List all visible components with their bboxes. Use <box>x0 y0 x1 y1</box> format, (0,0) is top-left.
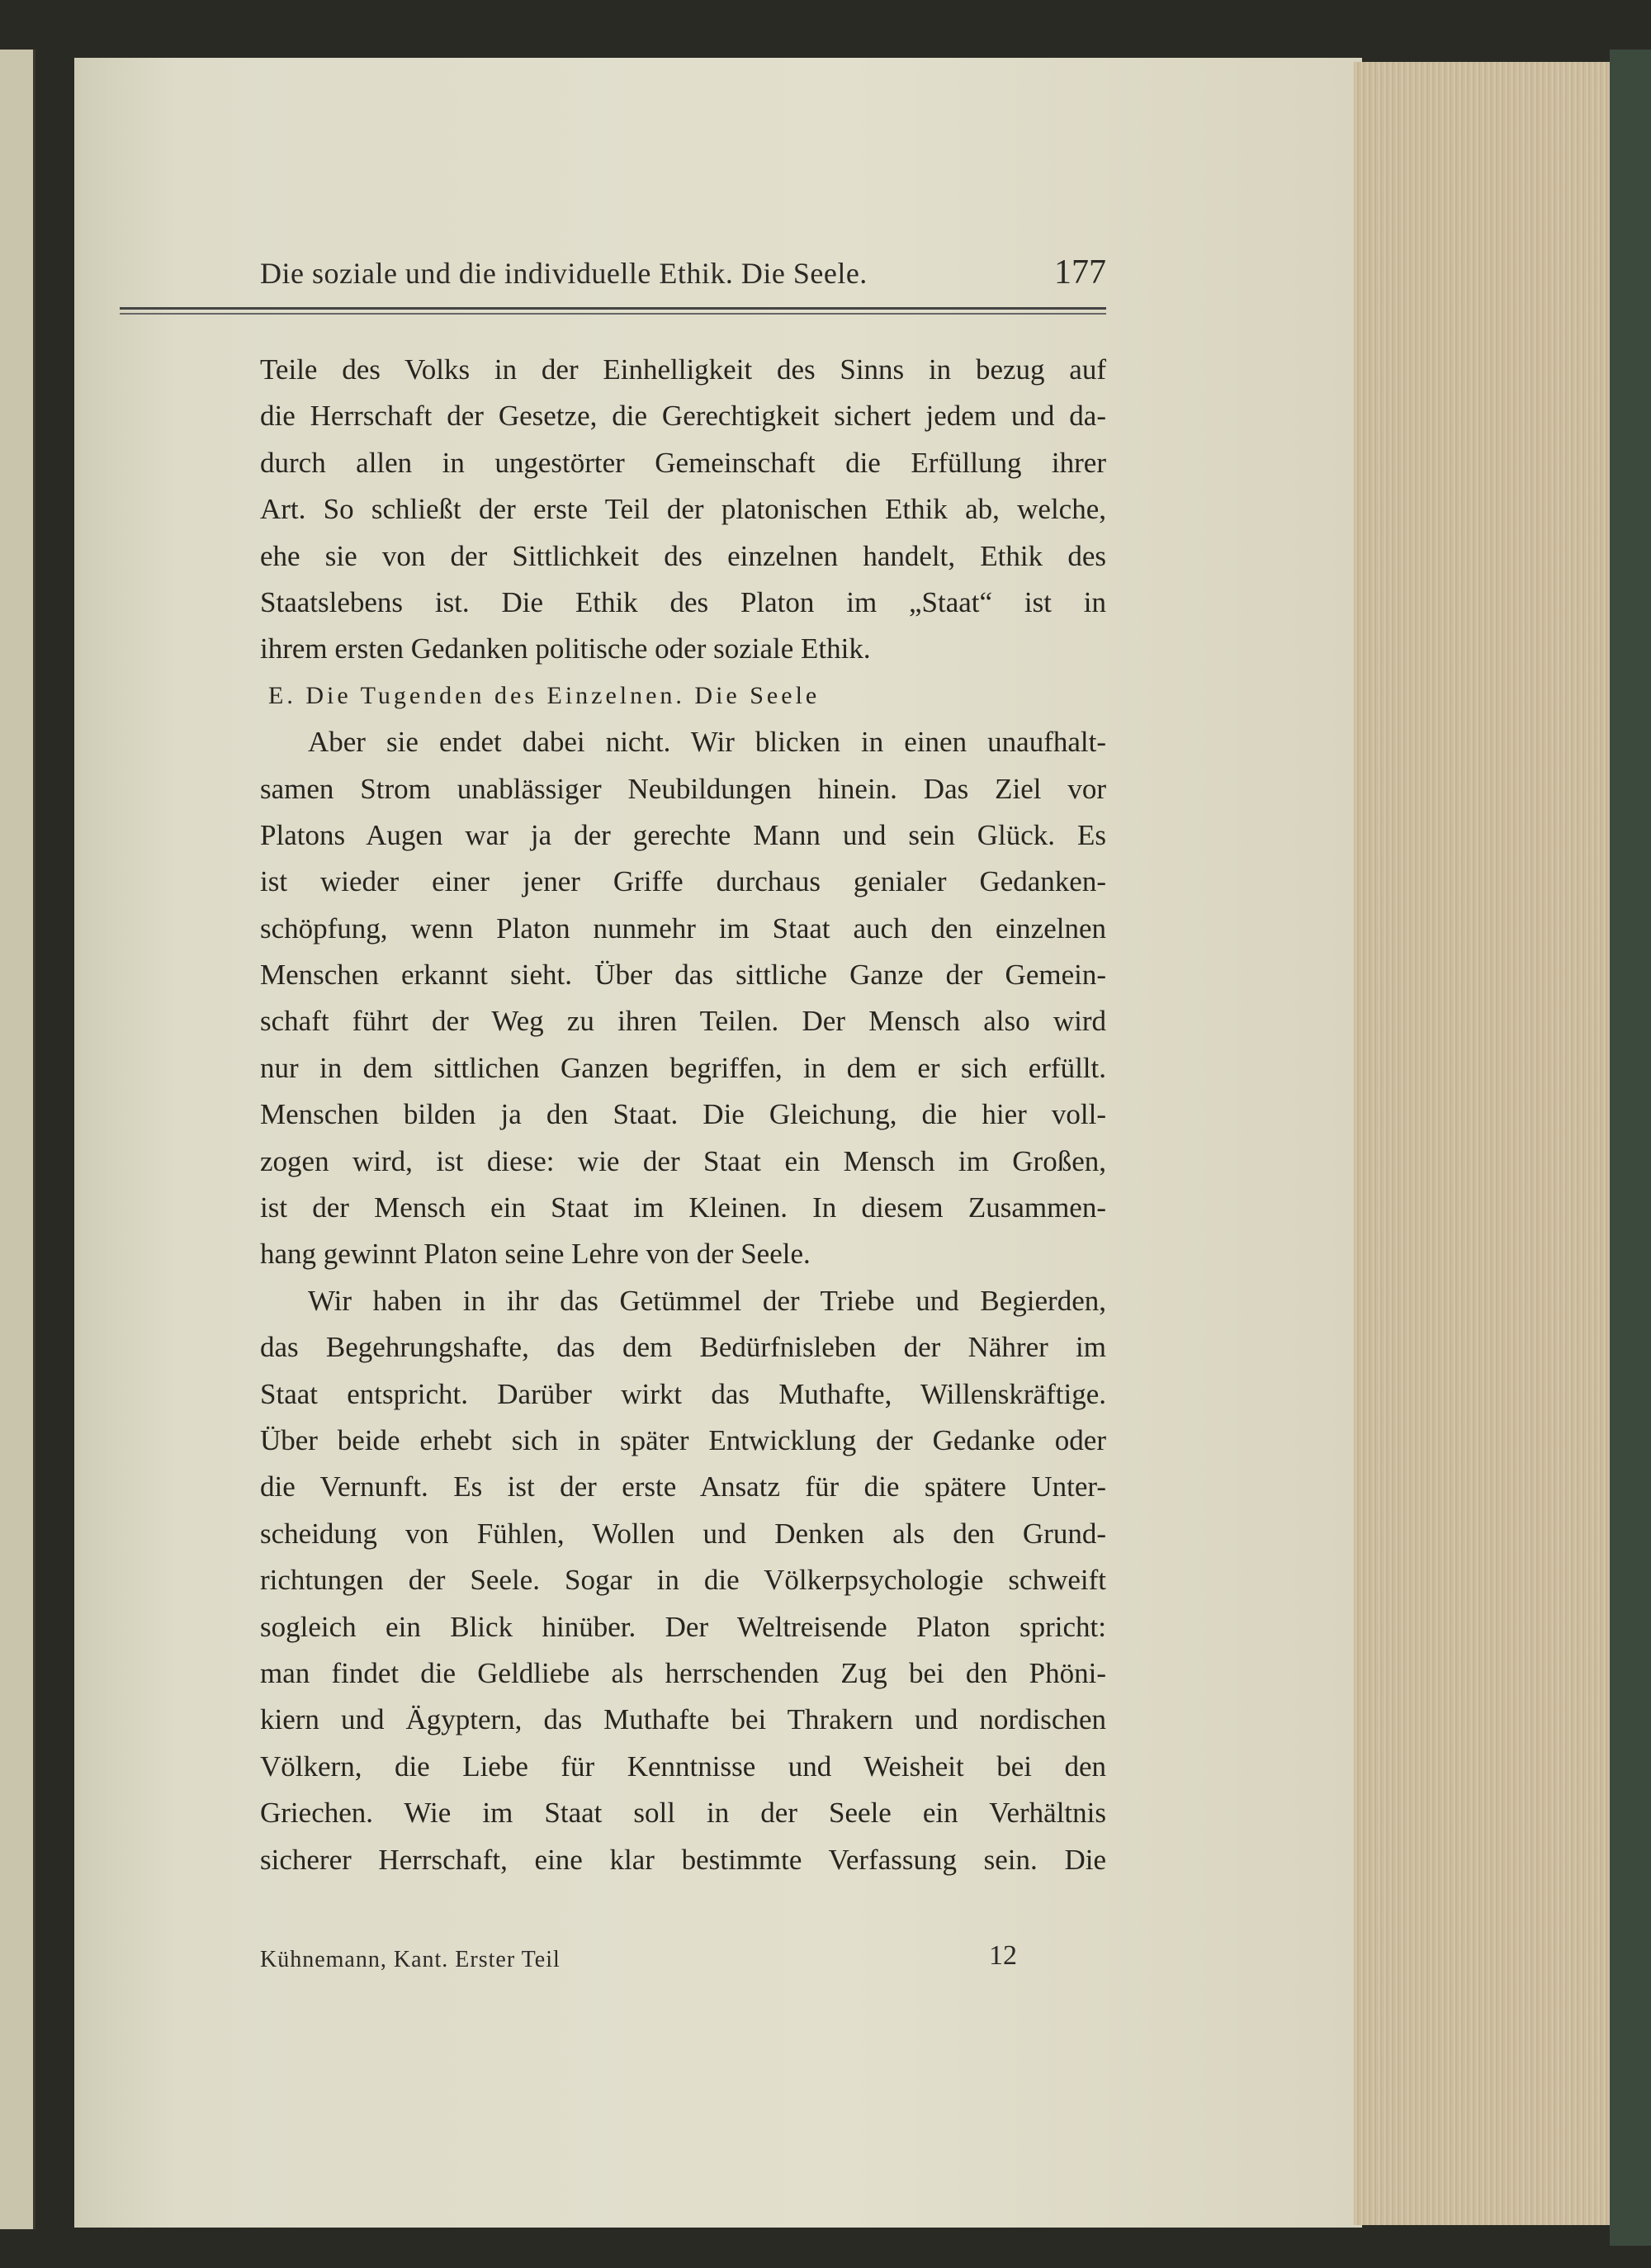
text-line: Wir haben in ihr das Getümmel der Triebe und Begierden, <box>308 1284 1106 1317</box>
text-line: Art. So schließt der erste Teil der platonischen Ethik ab, welche, <box>260 493 1106 526</box>
printer-signature: Kühnemann, Kant. Erster Teil <box>260 1947 561 1972</box>
page-number: 177 <box>1054 253 1106 291</box>
text-line: ist wieder einer jener Griffe durchaus genialer Gedanken- <box>260 865 1106 898</box>
paragraph <box>260 1278 1106 1883</box>
running-title: Die soziale und die individuelle Ethik. Die Seele. <box>260 257 868 290</box>
text-line: Staatslebens ist. Die Ethik des Platon im „Staat“ ist in <box>260 585 1106 618</box>
text-line: die Herrschaft der Gesetze, die Gerechtigkeit sichert jedem und da- <box>260 400 1106 433</box>
text-line: ehe sie von der Sittlichkeit des einzelnen handelt, Ethik des <box>260 539 1106 572</box>
book-cover <box>1610 50 1651 2246</box>
page-block-edges <box>1354 62 1611 2225</box>
text-line: hang gewinnt Platon seine Lehre von der Seele. <box>260 1238 811 1271</box>
header-rule-thin <box>120 313 1106 315</box>
facing-page-edge <box>0 50 35 2229</box>
text-line: das Begehrungshafte, das dem Bedürfnisleben der Nährer im <box>260 1331 1106 1364</box>
text-line: Staat entspricht. Darüber wirkt das Muthafte, Willenskräftige. <box>260 1377 1106 1410</box>
running-header <box>260 253 1106 297</box>
text-line: Über beide erhebt sich in später Entwicklung der Gedanke oder <box>260 1423 1106 1456</box>
text-line: ist der Mensch ein Staat im Kleinen. In diesem Zusammen- <box>260 1191 1106 1224</box>
text-line: richtungen der Seele. Sogar in die Völkerpsychologie schweift <box>260 1564 1106 1597</box>
text-line: durch allen in ungestörter Gemeinschaft die Erfüllung ihrer <box>260 446 1106 479</box>
text-line: Völkern, die Liebe für Kenntnisse und Weisheit bei den <box>260 1750 1106 1783</box>
text-line: kiern und Ägyptern, das Muthafte bei Thrakern und nordischen <box>260 1703 1106 1736</box>
text-line: ihrem ersten Gedanken politische oder soziale Ethik. <box>260 632 871 665</box>
text-line: schaft führt der Weg zu ihren Teilen. Der Mensch also wird <box>260 1005 1106 1038</box>
header-rule <box>120 307 1106 310</box>
section-heading: E. Die Tugenden des Einzelnen. Die Seele <box>268 681 821 709</box>
text-line: Menschen bilden ja den Staat. Die Gleichung, die hier voll- <box>260 1098 1106 1131</box>
sheet-number: 12 <box>989 1940 1017 1971</box>
text-line: Menschen erkannt sieht. Über das sittliche Ganze der Gemein- <box>260 959 1106 992</box>
text-line: scheidung von Fühlen, Wollen und Denken als den Grund- <box>260 1517 1106 1550</box>
paragraph <box>260 719 1106 1278</box>
text-line: Griechen. Wie im Staat soll in der Seele ein Verhältnis <box>260 1797 1106 1830</box>
text-line: Aber sie endet dabei nicht. Wir blicken in einen unaufhalt- <box>308 726 1106 759</box>
text-line: sicherer Herrschaft, eine klar bestimmte Verfassung sein. Die <box>260 1843 1106 1876</box>
text-line: zogen wird, ist diese: wie der Staat ein Mensch im Großen, <box>260 1144 1106 1177</box>
text-line: man findet die Geldliebe als herrschenden Zug bei den Phöni- <box>260 1656 1106 1689</box>
text-line: Teile des Volks in der Einhelligkeit des Sinns in bezug auf <box>260 353 1106 386</box>
text-line: sogleich ein Blick hinüber. Der Weltreisende Platon spricht: <box>260 1610 1106 1643</box>
text-line: Platons Augen war ja der gerechte Mann und sein Glück. Es <box>260 818 1106 851</box>
text-line: schöpfung, wenn Platon nunmehr im Staat auch den einzelnen <box>260 911 1106 945</box>
text-line: samen Strom unablässiger Neubildungen hinein. Das Ziel vor <box>260 772 1106 805</box>
text-line: nur in dem sittlichen Ganzen begriffen, in dem er sich erfüllt. <box>260 1051 1106 1084</box>
body-text <box>260 347 1106 1883</box>
paragraph <box>260 347 1106 673</box>
text-line: die Vernunft. Es ist der erste Ansatz für die spätere Unter- <box>260 1470 1106 1503</box>
